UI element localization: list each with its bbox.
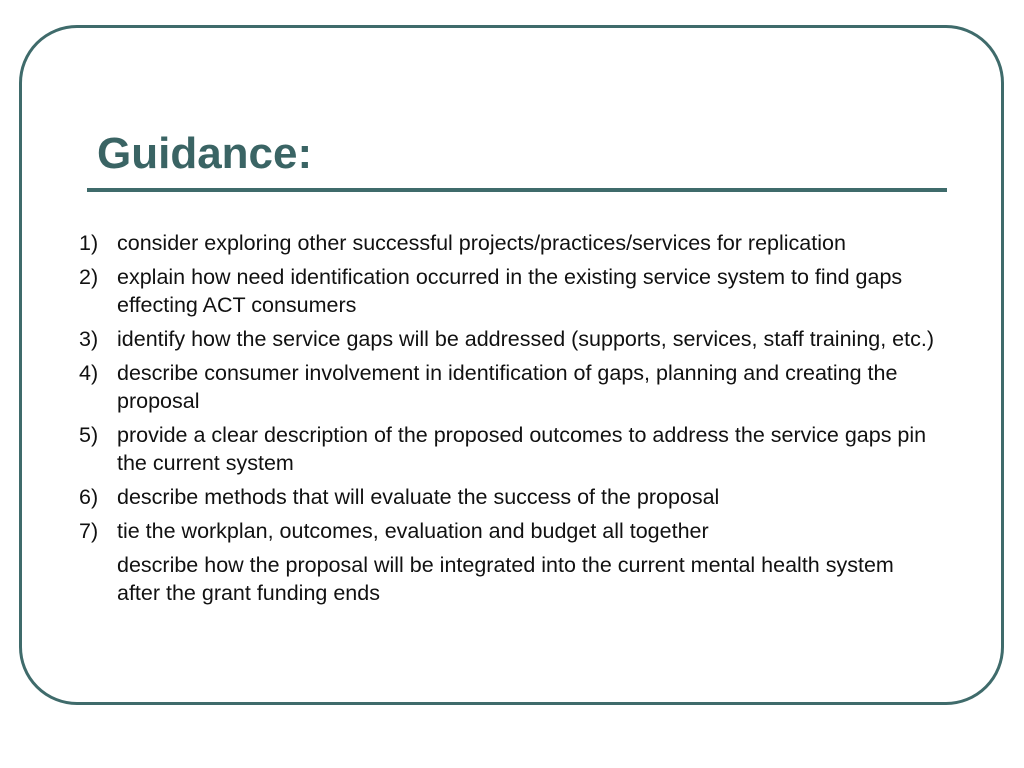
title-underline bbox=[87, 188, 947, 192]
list-item bbox=[79, 325, 939, 353]
list-item-number: 2) bbox=[79, 265, 99, 289]
list-item bbox=[79, 263, 939, 319]
list-item bbox=[79, 229, 939, 257]
list-item-text: identify how the service gaps will be addressed (supports, services, staff training, etc.) bbox=[117, 327, 934, 351]
list-item-text: explain how need identification occurred in the existing service system to find gaps effecting ACT consumers bbox=[117, 265, 903, 317]
list-item bbox=[79, 359, 939, 415]
guidance-list bbox=[79, 229, 939, 613]
list-item bbox=[79, 517, 939, 545]
slide-title: Guidance: bbox=[97, 129, 313, 178]
list-item bbox=[79, 483, 939, 511]
list-item-text: describe consumer involvement in identification of gaps, planning and creating the proposal bbox=[117, 361, 898, 413]
list-item-number: 5) bbox=[79, 423, 99, 447]
list-item-text: describe how the proposal will be integrated into the current mental health system after the grant funding ends bbox=[117, 553, 894, 605]
list-item-number: 6) bbox=[79, 485, 99, 509]
list-item-text: tie the workplan, outcomes, evaluation and budget all together bbox=[117, 519, 709, 543]
list-item-number: 1) bbox=[79, 231, 99, 255]
list-item-number: 7) bbox=[79, 519, 99, 543]
list-item-text: consider exploring other successful projects/practices/services for replication bbox=[117, 231, 846, 255]
list-item-continuation bbox=[79, 551, 939, 607]
list-item bbox=[79, 421, 939, 477]
list-item-text: provide a clear description of the proposed outcomes to address the service gaps pin the current system bbox=[117, 423, 927, 475]
list-item-text: describe methods that will evaluate the success of the proposal bbox=[117, 485, 720, 509]
list-item-number: 4) bbox=[79, 361, 99, 385]
list-item-number: 3) bbox=[79, 327, 99, 351]
